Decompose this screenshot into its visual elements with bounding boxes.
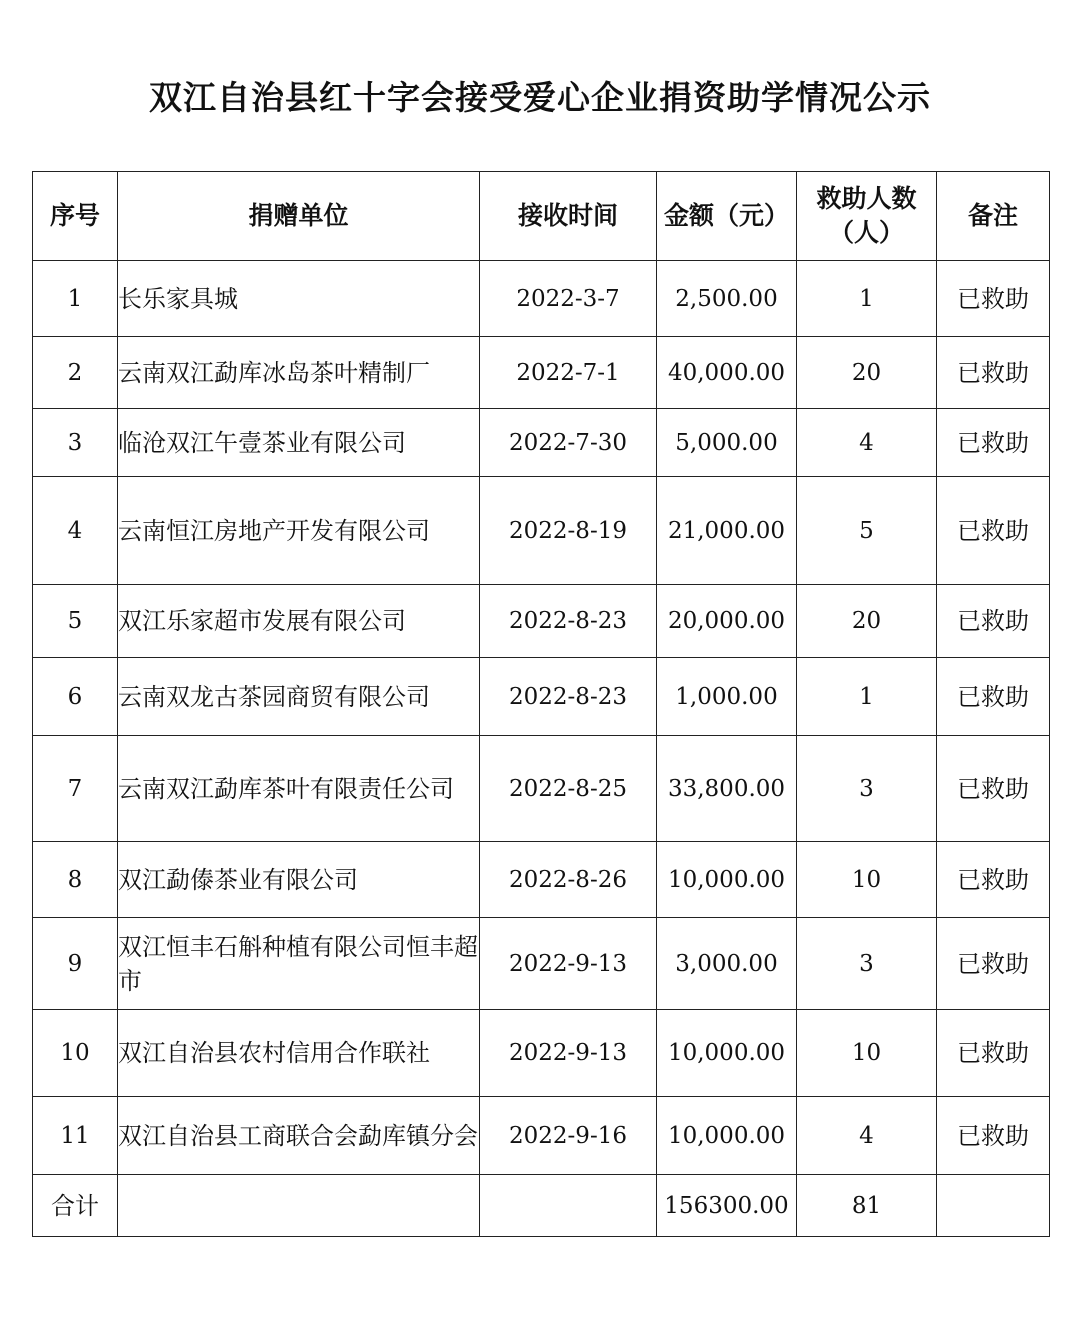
amount-cell: 33,800.00 xyxy=(657,736,797,842)
total-note-cell xyxy=(937,1175,1050,1237)
seq-cell: 2 xyxy=(33,337,118,409)
amount-cell: 20,000.00 xyxy=(657,585,797,658)
total-people: 81 xyxy=(797,1175,937,1237)
table-row xyxy=(33,261,1050,337)
people-cell: 20 xyxy=(797,585,937,658)
seq-cell: 1 xyxy=(33,261,118,337)
people-cell: 10 xyxy=(797,1010,937,1097)
table-row xyxy=(33,337,1050,409)
donor-cell: 云南双江勐库茶叶有限责任公司 xyxy=(118,736,480,842)
total-row xyxy=(33,1175,1050,1237)
note-cell: 已救助 xyxy=(937,477,1050,585)
table-header-row xyxy=(33,172,1050,261)
date-cell: 2022-7-1 xyxy=(480,337,657,409)
amount-cell: 5,000.00 xyxy=(657,409,797,477)
amount-cell: 21,000.00 xyxy=(657,477,797,585)
table-row xyxy=(33,1097,1050,1175)
donor-cell: 双江勐傣茶业有限公司 xyxy=(118,842,480,918)
table-row xyxy=(33,842,1050,918)
people-cell: 20 xyxy=(797,337,937,409)
total-label: 合计 xyxy=(33,1175,118,1237)
date-cell: 2022-8-19 xyxy=(480,477,657,585)
seq-cell: 8 xyxy=(33,842,118,918)
note-cell: 已救助 xyxy=(937,918,1050,1010)
amount-cell: 10,000.00 xyxy=(657,842,797,918)
donation-table xyxy=(32,171,1050,1237)
date-cell: 2022-9-16 xyxy=(480,1097,657,1175)
date-cell: 2022-8-25 xyxy=(480,736,657,842)
note-cell: 已救助 xyxy=(937,585,1050,658)
seq-cell: 11 xyxy=(33,1097,118,1175)
note-cell: 已救助 xyxy=(937,736,1050,842)
header-donor: 捐赠单位 xyxy=(118,172,480,261)
people-cell: 4 xyxy=(797,409,937,477)
amount-cell: 40,000.00 xyxy=(657,337,797,409)
date-cell: 2022-8-26 xyxy=(480,842,657,918)
total-date-cell xyxy=(480,1175,657,1237)
seq-cell: 7 xyxy=(33,736,118,842)
amount-cell: 10,000.00 xyxy=(657,1010,797,1097)
donor-cell: 长乐家具城 xyxy=(118,261,480,337)
seq-cell: 5 xyxy=(33,585,118,658)
note-cell: 已救助 xyxy=(937,409,1050,477)
donor-cell: 双江乐家超市发展有限公司 xyxy=(118,585,480,658)
people-cell: 5 xyxy=(797,477,937,585)
table-row xyxy=(33,585,1050,658)
donor-cell: 云南恒江房地产开发有限公司 xyxy=(118,477,480,585)
date-cell: 2022-9-13 xyxy=(480,1010,657,1097)
people-cell: 1 xyxy=(797,658,937,736)
table-row xyxy=(33,918,1050,1010)
seq-cell: 3 xyxy=(33,409,118,477)
date-cell: 2022-3-7 xyxy=(480,261,657,337)
table-row xyxy=(33,658,1050,736)
table-row xyxy=(33,409,1050,477)
seq-cell: 10 xyxy=(33,1010,118,1097)
people-cell: 3 xyxy=(797,918,937,1010)
donor-cell: 双江恒丰石斛种植有限公司恒丰超市 xyxy=(118,918,480,1010)
page-title: 双江自治县红十字会接受爱心企业捐资助学情况公示 xyxy=(149,78,931,117)
donor-cell: 云南双龙古茶园商贸有限公司 xyxy=(118,658,480,736)
donor-cell: 临沧双江午壹茶业有限公司 xyxy=(118,409,480,477)
table-row xyxy=(33,1010,1050,1097)
date-cell: 2022-8-23 xyxy=(480,585,657,658)
amount-cell: 10,000.00 xyxy=(657,1097,797,1175)
note-cell: 已救助 xyxy=(937,337,1050,409)
date-cell: 2022-8-23 xyxy=(480,658,657,736)
total-donor-cell xyxy=(118,1175,480,1237)
people-cell: 4 xyxy=(797,1097,937,1175)
note-cell: 已救助 xyxy=(937,261,1050,337)
donor-cell: 双江自治县农村信用合作联社 xyxy=(118,1010,480,1097)
people-cell: 10 xyxy=(797,842,937,918)
donor-cell: 双江自治县工商联合会勐库镇分会 xyxy=(118,1097,480,1175)
people-cell: 3 xyxy=(797,736,937,842)
donor-cell: 云南双江勐库冰岛茶叶精制厂 xyxy=(118,337,480,409)
amount-cell: 1,000.00 xyxy=(657,658,797,736)
note-cell: 已救助 xyxy=(937,842,1050,918)
header-note: 备注 xyxy=(937,172,1050,261)
amount-cell: 3,000.00 xyxy=(657,918,797,1010)
seq-cell: 4 xyxy=(33,477,118,585)
note-cell: 已救助 xyxy=(937,1097,1050,1175)
header-people: 救助人数（人） xyxy=(797,172,937,261)
date-cell: 2022-9-13 xyxy=(480,918,657,1010)
date-cell: 2022-7-30 xyxy=(480,409,657,477)
amount-cell: 2,500.00 xyxy=(657,261,797,337)
header-seq: 序号 xyxy=(33,172,118,261)
note-cell: 已救助 xyxy=(937,658,1050,736)
table-row xyxy=(33,477,1050,585)
header-amount: 金额（元） xyxy=(657,172,797,261)
people-cell: 1 xyxy=(797,261,937,337)
header-date: 接收时间 xyxy=(480,172,657,261)
seq-cell: 6 xyxy=(33,658,118,736)
total-amount: 156300.00 xyxy=(657,1175,797,1237)
seq-cell: 9 xyxy=(33,918,118,1010)
table-row xyxy=(33,736,1050,842)
note-cell: 已救助 xyxy=(937,1010,1050,1097)
